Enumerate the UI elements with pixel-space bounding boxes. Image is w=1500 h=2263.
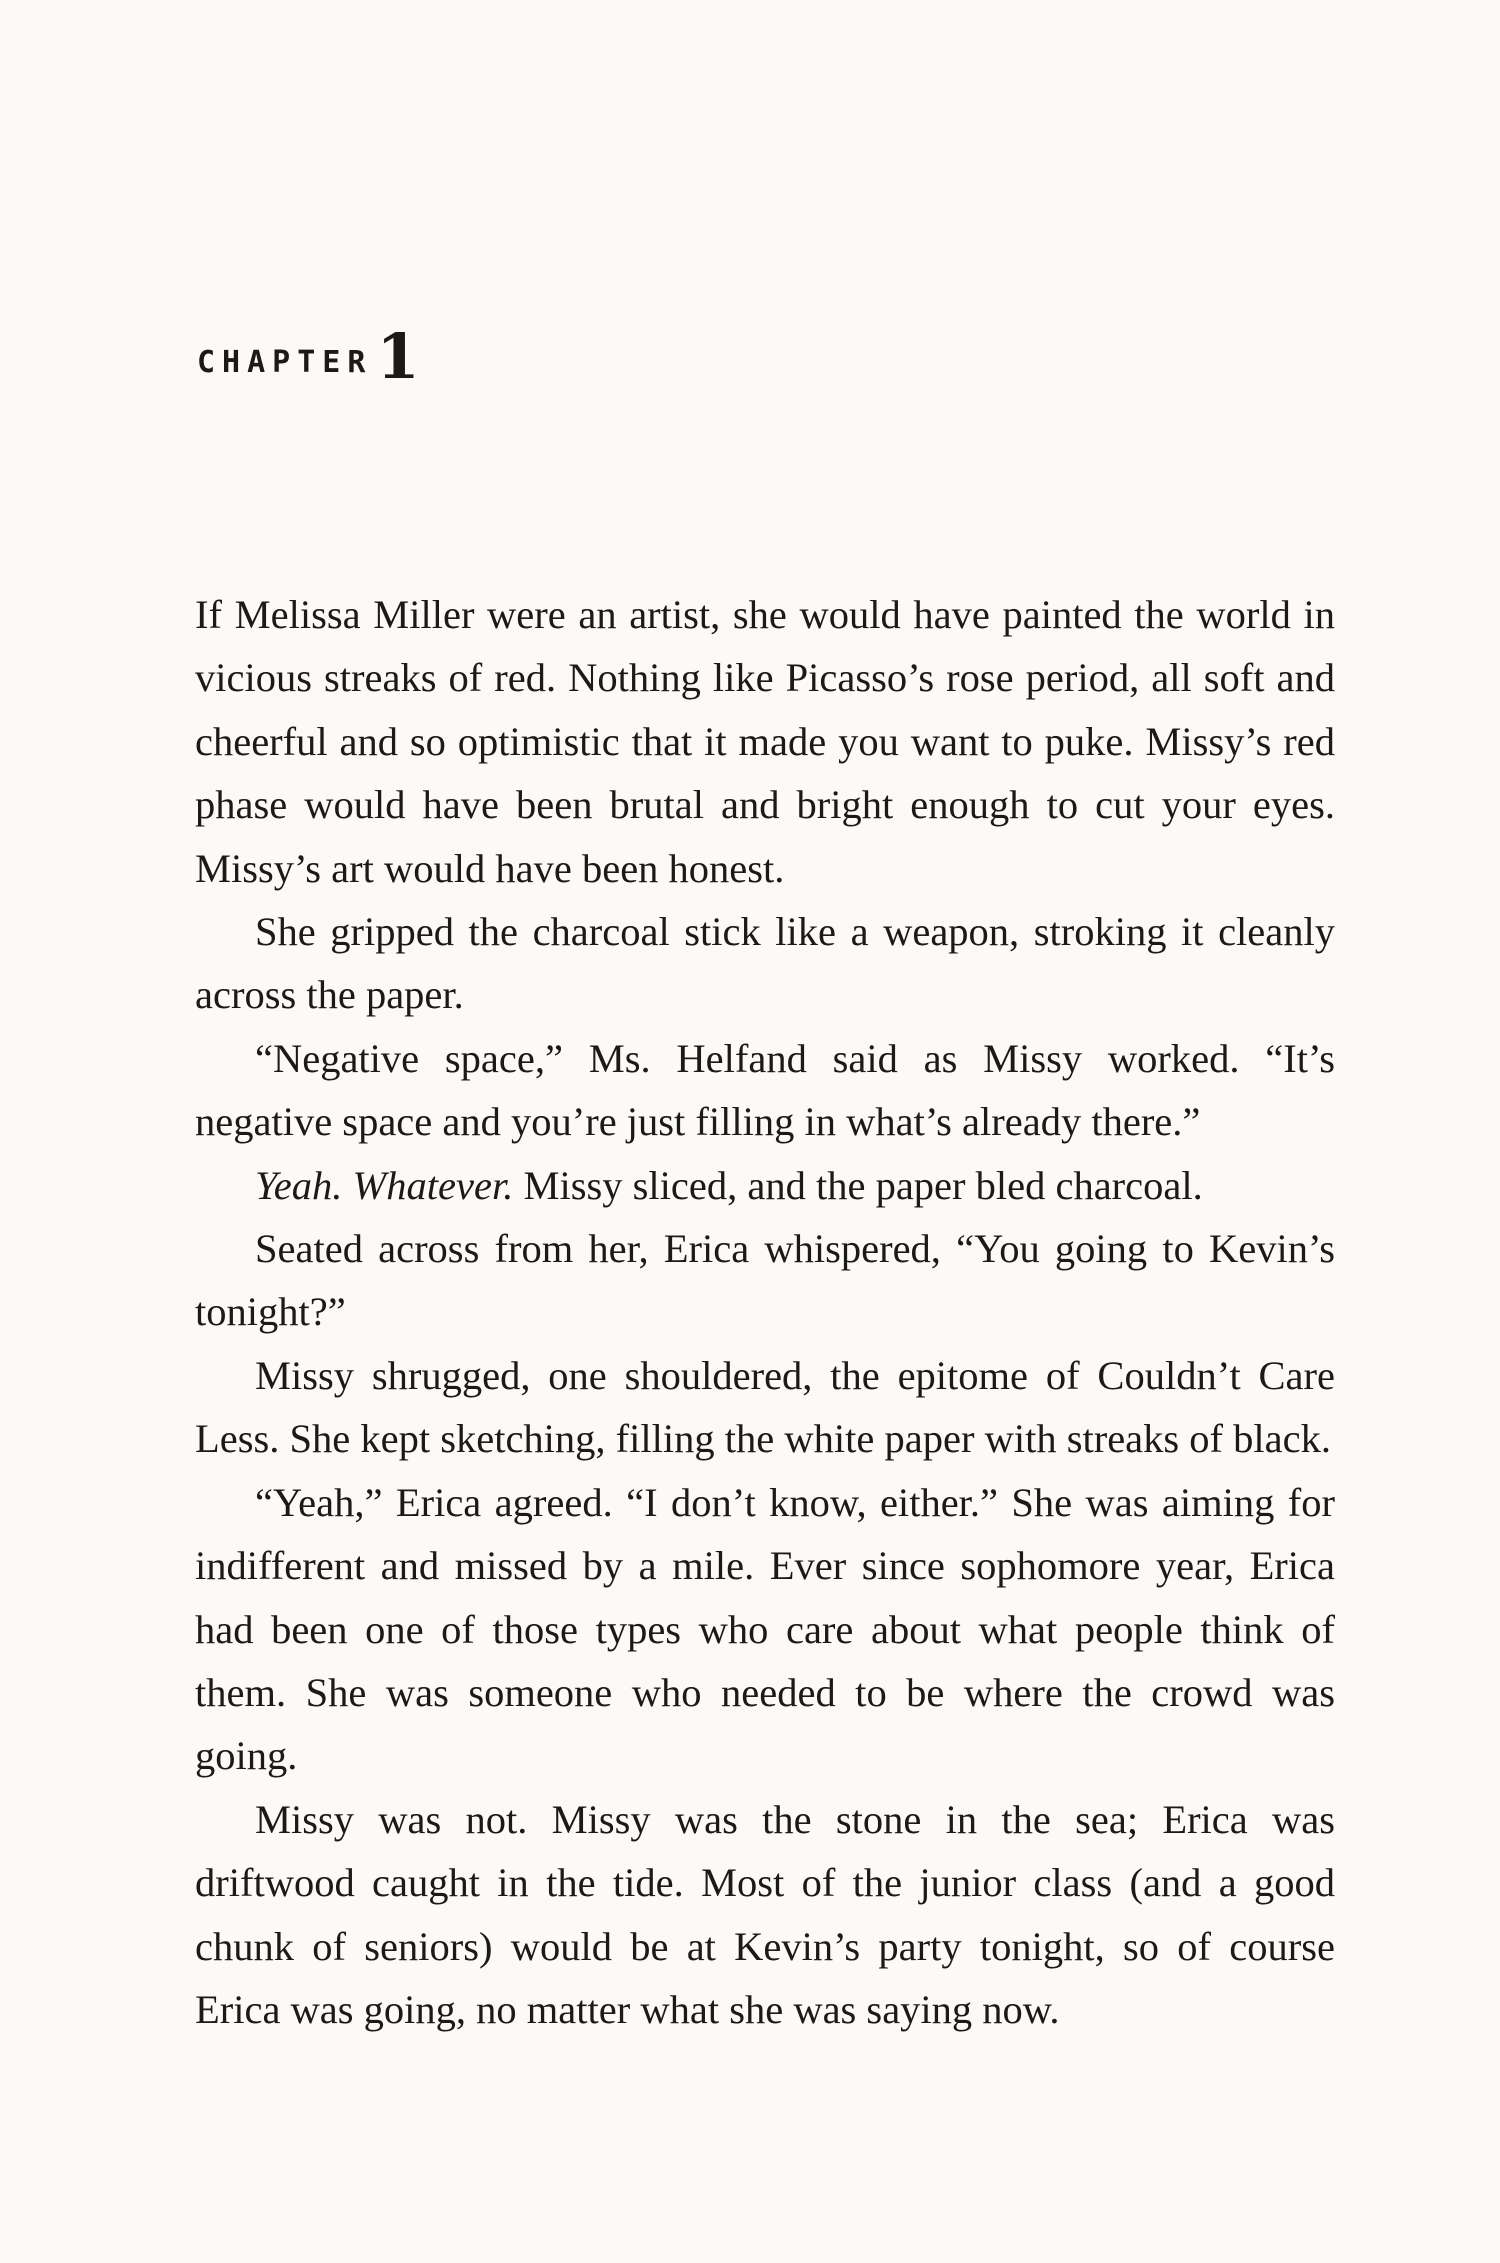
italic-thought: Yeah. Whatever.: [255, 1162, 514, 1208]
chapter-label: CHAPTER: [197, 345, 373, 380]
paragraph-text: Missy sliced, and the paper bled charcoal.: [513, 1162, 1203, 1208]
chapter-number: 1: [376, 320, 420, 393]
paragraph: Missy was not. Missy was the stone in the sea; Erica was driftwood caught in the tide. Most of the junior class (and a good chunk of seniors) would be at Kevin’s party tonight, so of course Erica was going, no matter what she was saying now.: [195, 1796, 1335, 2032]
paragraph: If Melissa Miller were an artist, she would have painted the world in vicious streaks of red. Nothing like Picasso’s rose period, all soft and cheerful and so optimistic that it made you want to puke. Missy’s red phase would have been brutal and bright enough to cut your eyes. Missy’s art would have been honest.: [195, 592, 1335, 891]
chapter-heading: [197, 320, 420, 393]
paragraph: [195, 1154, 1335, 1217]
paragraph: She gripped the charcoal stick like a weapon, stroking it cleanly across the paper.: [195, 909, 1335, 1018]
paragraph: “Yeah,” Erica agreed. “I don’t know, either.” She was aiming for indifferent and missed by a mile. Ever since sophomore year, Erica had been one of those types who care about what people think of them. She was someone who needed to be where the crowd was going.: [195, 1479, 1335, 1779]
paragraph: Missy shrugged, one shouldered, the epitome of Couldn’t Care Less. She kept sketching, filling the white paper with streaks of black.: [195, 1352, 1335, 1462]
paragraph: “Negative space,” Ms. Helfand said as Missy worked. “It’s negative space and you’re just filling in what’s already there.”: [195, 1035, 1335, 1145]
paragraph: Seated across from her, Erica whispered, “You going to Kevin’s tonight?”: [195, 1226, 1335, 1335]
chapter-body: [195, 583, 1335, 2041]
